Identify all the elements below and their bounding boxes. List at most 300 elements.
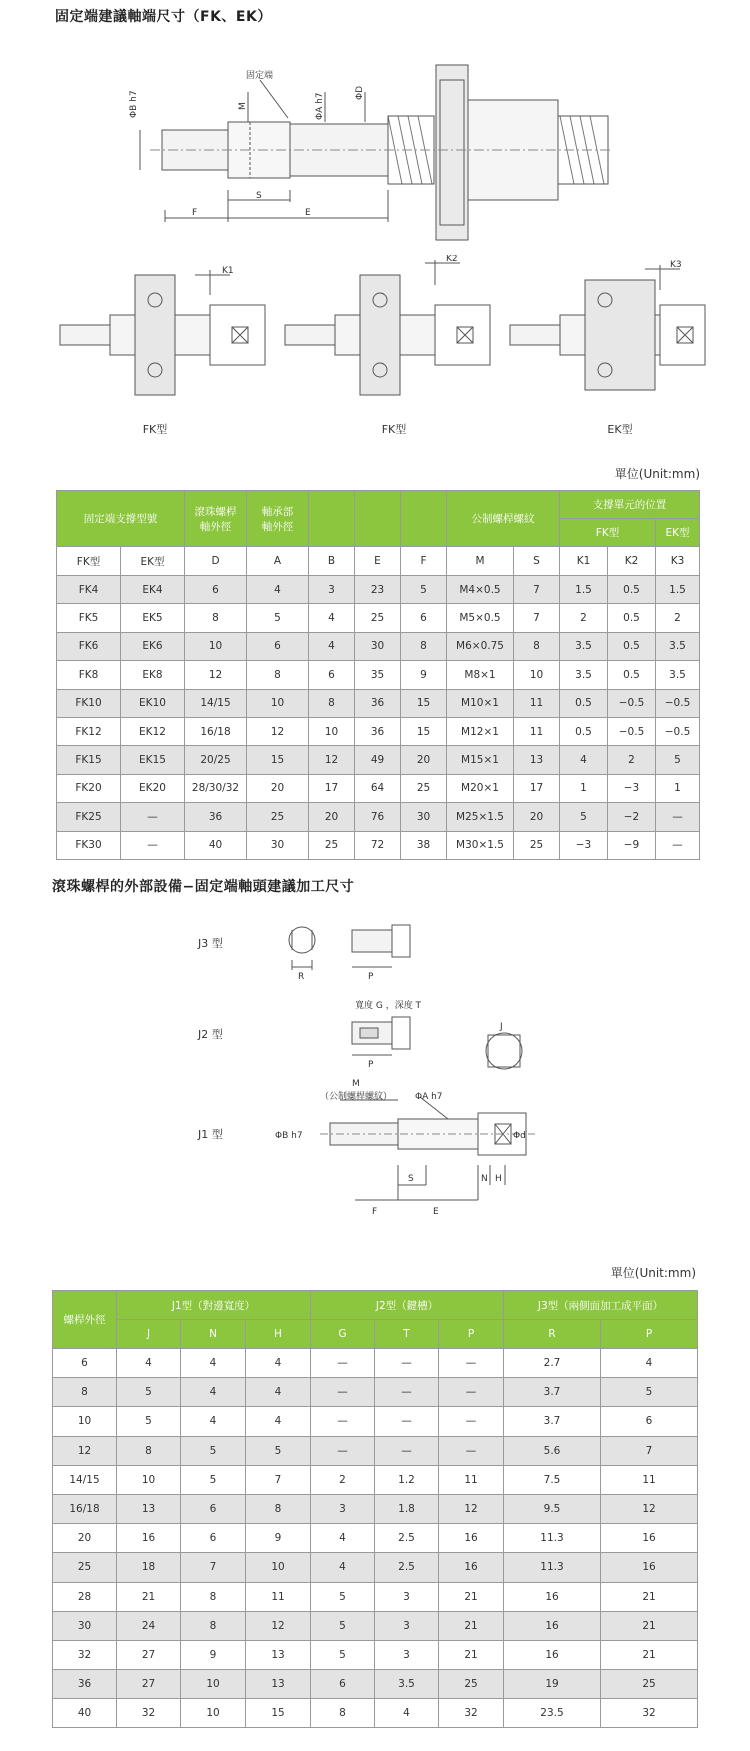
- subheader-cell: K1: [560, 547, 608, 576]
- table-cell: 25: [439, 1670, 504, 1699]
- table-cell: 8: [309, 689, 355, 717]
- table-cell: —: [311, 1407, 375, 1436]
- table-cell: FK8: [57, 661, 121, 689]
- label-phiB: ΦB h7: [129, 90, 139, 118]
- table-cell: 9.5: [504, 1494, 601, 1523]
- table-cell: 40: [53, 1699, 117, 1728]
- table-row: [53, 1553, 698, 1582]
- subheader-cell: K2: [608, 547, 656, 576]
- table-cell: 3: [375, 1582, 439, 1611]
- header-J2: J2型（鍵槽）: [311, 1291, 504, 1320]
- table-cell: 6: [311, 1670, 375, 1699]
- type-J2: J2 型: [198, 1028, 223, 1041]
- table-cell: 7: [601, 1436, 698, 1465]
- table-cell: −0.5: [608, 717, 656, 745]
- header-blank-B: [309, 491, 355, 547]
- table-cell: 8: [53, 1378, 117, 1407]
- table-cell: 23.5: [504, 1699, 601, 1728]
- table-cell: 21: [439, 1582, 504, 1611]
- label-phid: Φd: [513, 1131, 526, 1141]
- table-cell: 4: [309, 604, 355, 632]
- table-cell: 23: [355, 576, 401, 604]
- label-G-T: 寬度 G ，深度 T: [355, 1001, 422, 1011]
- table-cell: 12: [53, 1436, 117, 1465]
- table-cell: 21: [117, 1582, 181, 1611]
- table-cell: M5×0.5: [447, 604, 514, 632]
- table-cell: 4: [375, 1699, 439, 1728]
- table-cell: 7: [514, 576, 560, 604]
- table-cell: 3.7: [504, 1407, 601, 1436]
- table-cell: M4×0.5: [447, 576, 514, 604]
- table-cell: 5: [311, 1611, 375, 1640]
- label-P-J2: P: [368, 1060, 374, 1070]
- table-cell: 5: [656, 746, 700, 774]
- table-cell: 32: [53, 1640, 117, 1669]
- table-cell: −0.5: [608, 689, 656, 717]
- table-cell: 20: [53, 1524, 117, 1553]
- table-row: [53, 1670, 698, 1699]
- table-cell: 15: [401, 717, 447, 745]
- table-cell: —: [439, 1436, 504, 1465]
- table-cell: 16: [439, 1524, 504, 1553]
- type-J1: J1 型: [198, 1128, 223, 1141]
- label-F: F: [192, 208, 198, 218]
- table-cell: 2: [311, 1465, 375, 1494]
- table-cell: 4: [181, 1378, 246, 1407]
- table-cell: 27: [117, 1670, 181, 1699]
- table-row: [53, 1378, 698, 1407]
- subheader-P-J2: P: [439, 1320, 504, 1349]
- table-cell: 12: [247, 717, 309, 745]
- unit-label-1: 單位(Unit:mm): [614, 467, 700, 481]
- table-row: [57, 604, 700, 632]
- table-cell: 16: [601, 1524, 698, 1553]
- table-cell: 32: [601, 1699, 698, 1728]
- table-row: [57, 689, 700, 717]
- table-cell: −0.5: [656, 689, 700, 717]
- table-cell: 20: [514, 803, 560, 831]
- header-D: 滾珠螺桿 軸外徑: [185, 491, 247, 547]
- table-cell: 14/15: [185, 689, 247, 717]
- table-cell: FK15: [57, 746, 121, 774]
- table-cell: 16: [117, 1524, 181, 1553]
- table-cell: 5: [117, 1407, 181, 1436]
- label-phiB: ΦB h7: [275, 1131, 303, 1141]
- table-cell: FK5: [57, 604, 121, 632]
- table-cell: FK30: [57, 831, 121, 859]
- table-cell: 16/18: [185, 717, 247, 745]
- table-cell: −2: [608, 803, 656, 831]
- table-cell: 15: [401, 689, 447, 717]
- label-phiA: ΦA h7: [315, 92, 325, 120]
- table-cell: 11: [514, 689, 560, 717]
- header-ek: EK型: [656, 519, 700, 547]
- label-phiA: ΦA h7: [415, 1092, 443, 1102]
- table-cell: 3: [375, 1611, 439, 1640]
- table-cell: 4: [246, 1407, 311, 1436]
- subheader-R: R: [504, 1320, 601, 1349]
- label-R: R: [298, 972, 305, 982]
- table-cell: 20: [401, 746, 447, 774]
- table-cell: M10×1: [447, 689, 514, 717]
- table-row: [57, 661, 700, 689]
- table-cell: 12: [439, 1494, 504, 1523]
- table-cell: 16: [504, 1640, 601, 1669]
- subheader-cell: F: [401, 547, 447, 576]
- table-cell: 30: [53, 1611, 117, 1640]
- table-cell: 14/15: [53, 1465, 117, 1494]
- subheader-cell: FK型: [57, 547, 121, 576]
- table-cell: 18: [117, 1553, 181, 1582]
- table-cell: 5: [311, 1582, 375, 1611]
- label-M: M: [238, 102, 248, 110]
- table-cell: M25×1.5: [447, 803, 514, 831]
- table-cell: 0.5: [608, 632, 656, 660]
- table-cell: 3.5: [560, 632, 608, 660]
- table-cell: EK8: [121, 661, 185, 689]
- table-cell: 36: [185, 803, 247, 831]
- header-blank-F: [401, 491, 447, 547]
- type-J3: J3 型: [198, 937, 223, 950]
- table-cell: 4: [117, 1349, 181, 1378]
- table-cell: 2: [560, 604, 608, 632]
- table-cell: FK12: [57, 717, 121, 745]
- table-cell: 8: [246, 1494, 311, 1523]
- label-S: S: [256, 191, 262, 201]
- table-cell: 20: [247, 774, 309, 802]
- table-cell: 40: [185, 831, 247, 859]
- table-cell: 5: [181, 1436, 246, 1465]
- table-cell: 20/25: [185, 746, 247, 774]
- subheader-cell: D: [185, 547, 247, 576]
- shaft-end-drawing: [0, 40, 750, 250]
- table-cell: —: [439, 1407, 504, 1436]
- subheader-cell: K3: [656, 547, 700, 576]
- table-cell: 3.7: [504, 1378, 601, 1407]
- table-cell: 8: [117, 1436, 181, 1465]
- table-cell: —: [656, 831, 700, 859]
- label-phiD: ΦD: [355, 85, 365, 100]
- table-cell: 13: [246, 1670, 311, 1699]
- label-K3: K3: [670, 260, 682, 270]
- table-row: [57, 746, 700, 774]
- subheader-N: N: [181, 1320, 246, 1349]
- table-row: [53, 1582, 698, 1611]
- table-cell: 6: [247, 632, 309, 660]
- table-row: [53, 1407, 698, 1436]
- table-cell: —: [656, 803, 700, 831]
- table-cell: 25: [401, 774, 447, 802]
- table-cell: 6: [309, 661, 355, 689]
- subheader-cell: A: [247, 547, 309, 576]
- table-cell: 5: [560, 803, 608, 831]
- subheader-cell: B: [309, 547, 355, 576]
- caption-fk-1: FK型: [142, 423, 168, 436]
- table-cell: 0.5: [608, 576, 656, 604]
- label-S: S: [408, 1174, 414, 1184]
- table-cell: 8: [514, 632, 560, 660]
- table-cell: M20×1: [447, 774, 514, 802]
- unit-label-2: 單位(Unit:mm): [610, 1266, 696, 1280]
- table-cell: 17: [309, 774, 355, 802]
- table-cell: —: [311, 1349, 375, 1378]
- table-cell: 17: [514, 774, 560, 802]
- table-cell: 32: [117, 1699, 181, 1728]
- table-cell: 16: [439, 1553, 504, 1582]
- table-cell: EK6: [121, 632, 185, 660]
- table-cell: EK4: [121, 576, 185, 604]
- table-cell: —: [439, 1378, 504, 1407]
- table-cell: 49: [355, 746, 401, 774]
- label-J: J: [500, 1022, 503, 1032]
- table-cell: 4: [311, 1553, 375, 1582]
- table-cell: 1.5: [560, 576, 608, 604]
- table-cell: 21: [601, 1582, 698, 1611]
- table-cell: EK5: [121, 604, 185, 632]
- table-row: [53, 1465, 698, 1494]
- table-row: [57, 717, 700, 745]
- header-fk: FK型: [560, 519, 656, 547]
- table-cell: EK12: [121, 717, 185, 745]
- table-cell: 4: [246, 1378, 311, 1407]
- table-cell: 11.3: [504, 1553, 601, 1582]
- table-row: [53, 1699, 698, 1728]
- table-cell: 64: [355, 774, 401, 802]
- table-row: [57, 632, 700, 660]
- table-cell: 0.5: [608, 661, 656, 689]
- table-cell: 4: [309, 632, 355, 660]
- table-cell: 5: [181, 1465, 246, 1494]
- table-cell: 4: [601, 1349, 698, 1378]
- table-cell: 76: [355, 803, 401, 831]
- table-cell: 0.5: [608, 604, 656, 632]
- label-K2: K2: [446, 255, 458, 264]
- table-cell: 32: [439, 1699, 504, 1728]
- header-J1: J1型（對邊寬度）: [117, 1291, 311, 1320]
- table-cell: 25: [355, 604, 401, 632]
- table-cell: 3: [309, 576, 355, 604]
- table-cell: 13: [246, 1640, 311, 1669]
- table-cell: 10: [53, 1407, 117, 1436]
- table-cell: 9: [246, 1524, 311, 1553]
- table-cell: —: [375, 1349, 439, 1378]
- table-cell: 8: [181, 1582, 246, 1611]
- table1-subheader: [57, 547, 700, 576]
- table-cell: 7.5: [504, 1465, 601, 1494]
- table-cell: 16: [601, 1553, 698, 1582]
- table-cell: M6×0.75: [447, 632, 514, 660]
- table-cell: FK10: [57, 689, 121, 717]
- table-cell: 25: [601, 1670, 698, 1699]
- table-cell: 4: [560, 746, 608, 774]
- header-dia: 螺桿外徑: [53, 1291, 117, 1349]
- table-cell: 9: [181, 1640, 246, 1669]
- table-cell: 10: [514, 661, 560, 689]
- table-cell: 5: [246, 1436, 311, 1465]
- table-cell: 0.5: [560, 717, 608, 745]
- table-cell: —: [311, 1378, 375, 1407]
- table-cell: —: [439, 1349, 504, 1378]
- table-cell: 1.2: [375, 1465, 439, 1494]
- table-cell: 25: [247, 803, 309, 831]
- table-cell: 11: [514, 717, 560, 745]
- table-cell: 19: [504, 1670, 601, 1699]
- table-cell: —: [375, 1407, 439, 1436]
- table-cell: —: [375, 1436, 439, 1465]
- table-cell: 11: [439, 1465, 504, 1494]
- table-cell: 12: [185, 661, 247, 689]
- table-cell: −3: [560, 831, 608, 859]
- table-row: [53, 1524, 698, 1553]
- table-cell: 2: [608, 746, 656, 774]
- subheader-G: G: [311, 1320, 375, 1349]
- label-H: H: [495, 1174, 502, 1184]
- machining-drawing: [0, 905, 750, 1230]
- table-cell: 10: [246, 1553, 311, 1582]
- table-cell: 8: [401, 632, 447, 660]
- table-cell: 30: [355, 632, 401, 660]
- subheader-P-J3: P: [601, 1320, 698, 1349]
- label-E: E: [433, 1207, 439, 1217]
- header-model: 固定端支撐型號: [57, 491, 185, 547]
- table-cell: 10: [185, 632, 247, 660]
- table-row: [53, 1611, 698, 1640]
- table-row: [53, 1436, 698, 1465]
- label-N: N: [481, 1174, 488, 1184]
- table-cell: 2.5: [375, 1524, 439, 1553]
- section2-title: 滾珠螺桿的外部設備−固定端軸頭建議加工尺寸: [52, 879, 355, 895]
- table-cell: 1: [656, 774, 700, 802]
- table-cell: 4: [246, 1349, 311, 1378]
- table-cell: 15: [247, 746, 309, 774]
- table-cell: 13: [514, 746, 560, 774]
- label-M: M: [352, 1079, 360, 1089]
- table-cell: 6: [185, 576, 247, 604]
- table-cell: 20: [309, 803, 355, 831]
- table-cell: 3.5: [656, 661, 700, 689]
- table-cell: 5: [117, 1378, 181, 1407]
- table-cell: 9: [401, 661, 447, 689]
- table-cell: 7: [181, 1553, 246, 1582]
- label-thread: （公制螺桿螺紋）: [320, 1092, 393, 1102]
- table-cell: —: [121, 803, 185, 831]
- table-cell: 28: [53, 1582, 117, 1611]
- table-cell: 5.6: [504, 1436, 601, 1465]
- table-cell: −9: [608, 831, 656, 859]
- table-cell: 3.5: [560, 661, 608, 689]
- support-unit-drawings: [0, 255, 750, 445]
- table-row: [57, 831, 700, 859]
- table-cell: 35: [355, 661, 401, 689]
- table-cell: 13: [117, 1494, 181, 1523]
- header-J3: J3型（兩側面加工成平面）: [504, 1291, 698, 1320]
- table-cell: M30×1.5: [447, 831, 514, 859]
- table-cell: 4: [181, 1349, 246, 1378]
- table-cell: 3: [375, 1640, 439, 1669]
- table-row: [57, 576, 700, 604]
- table-cell: 36: [53, 1670, 117, 1699]
- table-cell: 10: [181, 1670, 246, 1699]
- table-cell: 36: [355, 717, 401, 745]
- table-cell: 3: [311, 1494, 375, 1523]
- table-cell: 21: [439, 1611, 504, 1640]
- table-cell: 10: [117, 1465, 181, 1494]
- table-row: [53, 1640, 698, 1669]
- table-cell: 30: [247, 831, 309, 859]
- table-cell: 4: [247, 576, 309, 604]
- subheader-T: T: [375, 1320, 439, 1349]
- table-cell: 30: [401, 803, 447, 831]
- table-cell: 0.5: [560, 689, 608, 717]
- table-cell: 6: [181, 1524, 246, 1553]
- table-cell: 11: [601, 1465, 698, 1494]
- table-cell: 6: [53, 1349, 117, 1378]
- table-cell: 24: [117, 1611, 181, 1640]
- table-cell: 5: [601, 1378, 698, 1407]
- table-cell: —: [121, 831, 185, 859]
- header-A: 軸承部 軸外徑: [247, 491, 309, 547]
- label-fixed-end: 固定端: [246, 71, 274, 81]
- table-cell: 8: [311, 1699, 375, 1728]
- table-cell: 1: [560, 774, 608, 802]
- table-cell: 5: [311, 1640, 375, 1669]
- table-cell: 2.7: [504, 1349, 601, 1378]
- subheader-cell: M: [447, 547, 514, 576]
- table-cell: —: [311, 1436, 375, 1465]
- fk-ek-dimension-table: [56, 490, 700, 860]
- table-cell: EK10: [121, 689, 185, 717]
- table-cell: 2.5: [375, 1553, 439, 1582]
- caption-fk-2: FK型: [381, 423, 407, 436]
- table-cell: 8: [247, 661, 309, 689]
- table-cell: 72: [355, 831, 401, 859]
- table-cell: 5: [247, 604, 309, 632]
- table-cell: 6: [181, 1494, 246, 1523]
- table-cell: 16/18: [53, 1494, 117, 1523]
- table-cell: 28/30/32: [185, 774, 247, 802]
- table-cell: 6: [401, 604, 447, 632]
- table-cell: 25: [53, 1553, 117, 1582]
- table-row: [57, 774, 700, 802]
- table-cell: 16: [504, 1611, 601, 1640]
- table-cell: 21: [601, 1611, 698, 1640]
- header-blank-E: [355, 491, 401, 547]
- table-cell: 10: [181, 1699, 246, 1728]
- subheader-H: H: [246, 1320, 311, 1349]
- table-cell: FK20: [57, 774, 121, 802]
- table-cell: M12×1: [447, 717, 514, 745]
- table-cell: 1.5: [656, 576, 700, 604]
- table-cell: 21: [601, 1640, 698, 1669]
- table-row: [53, 1494, 698, 1523]
- table-cell: 10: [247, 689, 309, 717]
- table-cell: EK15: [121, 746, 185, 774]
- table-cell: 7: [246, 1465, 311, 1494]
- subheader-cell: E: [355, 547, 401, 576]
- table-cell: 12: [246, 1611, 311, 1640]
- table-cell: EK20: [121, 774, 185, 802]
- table-cell: 21: [439, 1640, 504, 1669]
- subheader-cell: EK型: [121, 547, 185, 576]
- machining-dimension-table: [52, 1290, 698, 1728]
- section1-title: 固定端建議軸端尺寸（FK、EK）: [55, 9, 272, 25]
- table-cell: 1.8: [375, 1494, 439, 1523]
- table-cell: −3: [608, 774, 656, 802]
- table-cell: M15×1: [447, 746, 514, 774]
- subheader-J: J: [117, 1320, 181, 1349]
- table-cell: 25: [309, 831, 355, 859]
- table-cell: FK25: [57, 803, 121, 831]
